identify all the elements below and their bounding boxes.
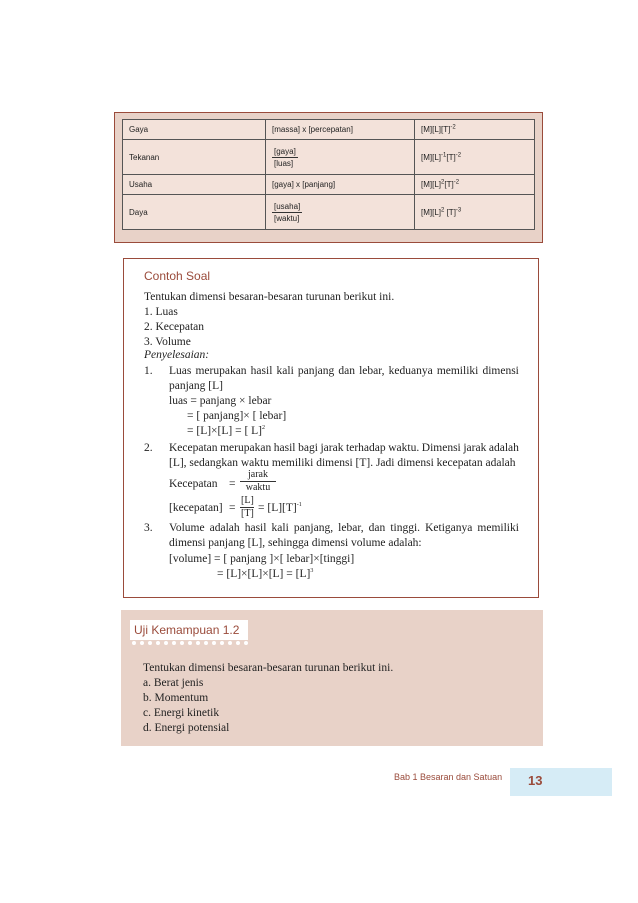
solution-2-text: [L], sedangkan waktu memiliki dimensi [T]. Jadi dimensi kecepatan adalah: [169, 457, 516, 469]
table-cell-quantity: Usaha: [123, 175, 266, 195]
example-item: 1. Luas: [144, 306, 178, 318]
example-intro: Tentukan dimensi besaran-besaran turunan berikut ini.: [144, 291, 395, 303]
table-row: [123, 175, 535, 195]
page-number: 13: [528, 773, 543, 788]
solution-2-text: Kecepatan merupakan hasil bagi jarak terhadap waktu. Dimensi jarak adalah: [169, 442, 519, 454]
solution-number: 2.: [144, 442, 153, 454]
equation-line: = [L]×[L] = [ L]$^2$: [187, 425, 266, 437]
ability-item: b. Momentum: [143, 692, 209, 704]
ability-title-tab: [130, 620, 248, 640]
table-cell-quantity: Gaya: [123, 120, 266, 140]
equation-line: = $[L][T]^{-1}$: [258, 502, 302, 514]
solution-label: Penyelesaian:: [144, 349, 210, 361]
equation-line: = [ panjang]× [ lebar]: [187, 410, 287, 422]
example-problem-box: [123, 258, 539, 598]
ability-item: d. Energi potensial: [143, 722, 230, 734]
solution-number: 3.: [144, 522, 153, 534]
ability-test-box: [121, 610, 543, 746]
equation-line: = $[L]\times[L]\times[L] = [L]^3$: [217, 568, 314, 580]
table-cell-dimension: $[M][L][T]^{-2}$: [415, 120, 535, 140]
table-cell-quantity: Tekanan: [123, 140, 266, 175]
table-row: [123, 195, 535, 230]
equation-label: [kecepatan]: [169, 502, 223, 514]
page-number-tab: [510, 768, 612, 796]
table-cell-dimension: $[M][L]^{-1}[T]^{-2}$: [415, 140, 535, 175]
ability-item: a. Berat jenis: [143, 677, 204, 689]
table-cell-formula: [266, 195, 415, 230]
equals-sign: =: [229, 478, 236, 490]
table-cell-dimension: $[M][L]^2$ $[T]^{-3}$: [415, 195, 535, 230]
ability-item: c. Energi kinetik: [143, 707, 220, 719]
example-item: 3. Volume: [144, 336, 191, 348]
equation-fraction: jarak waktu: [240, 469, 276, 494]
table-row: [123, 140, 535, 175]
ability-intro: Tentukan dimensi besaran-besaran turunan berikut ini.: [143, 662, 394, 674]
table-cell-dimension: $[M][L]^2[T]^{-2}$: [415, 175, 535, 195]
equals-sign: =: [229, 502, 236, 514]
formula-fraction: $\frac{\text{[gaya]}}{\text{[luas]}}$: [274, 146, 296, 168]
solution-3-text: Volume adalah hasil kali panjang, lebar, dan tinggi. Ketiganya memiliki: [169, 522, 519, 534]
solution-3-text: dimensi panjang [L], sehingga dimensi volume adalah:: [169, 537, 422, 549]
dotted-divider: [131, 640, 251, 646]
dimension-table-panel: [114, 112, 543, 243]
table-cell-quantity: Daya: [123, 195, 266, 230]
table-cell-formula: [massa] x [percepatan]: [266, 120, 415, 140]
equation-label: Kecepatan: [169, 478, 218, 490]
dimension-table: [122, 119, 535, 230]
equation-line: luas = panjang × lebar: [169, 395, 272, 407]
solution-1-text: Luas merupakan hasil kali panjang dan lebar, keduanya memiliki dimensi: [169, 365, 519, 377]
ability-title: Uji Kemampuan 1.2: [134, 623, 240, 637]
equation-line: [volume] = [ panjang ]×[ lebar]×[tinggi]: [169, 553, 355, 565]
chapter-label: Bab 1 Besaran dan Satuan: [394, 772, 503, 782]
table-cell-formula: [gaya] x [panjang]: [266, 175, 415, 195]
equation-fraction: $\frac{[L]}{[T]}$: [241, 495, 254, 519]
solution-number: 1.: [144, 365, 153, 377]
table-cell-formula: [266, 140, 415, 175]
solution-1-text: panjang [L]: [169, 380, 223, 392]
example-item: 2. Kecepatan: [144, 321, 205, 333]
formula-fraction: $\frac{\text{[usaha]}}{\text{[waktu]}}$: [274, 201, 301, 223]
example-title: Contoh Soal: [144, 269, 211, 283]
table-row: [123, 120, 535, 140]
